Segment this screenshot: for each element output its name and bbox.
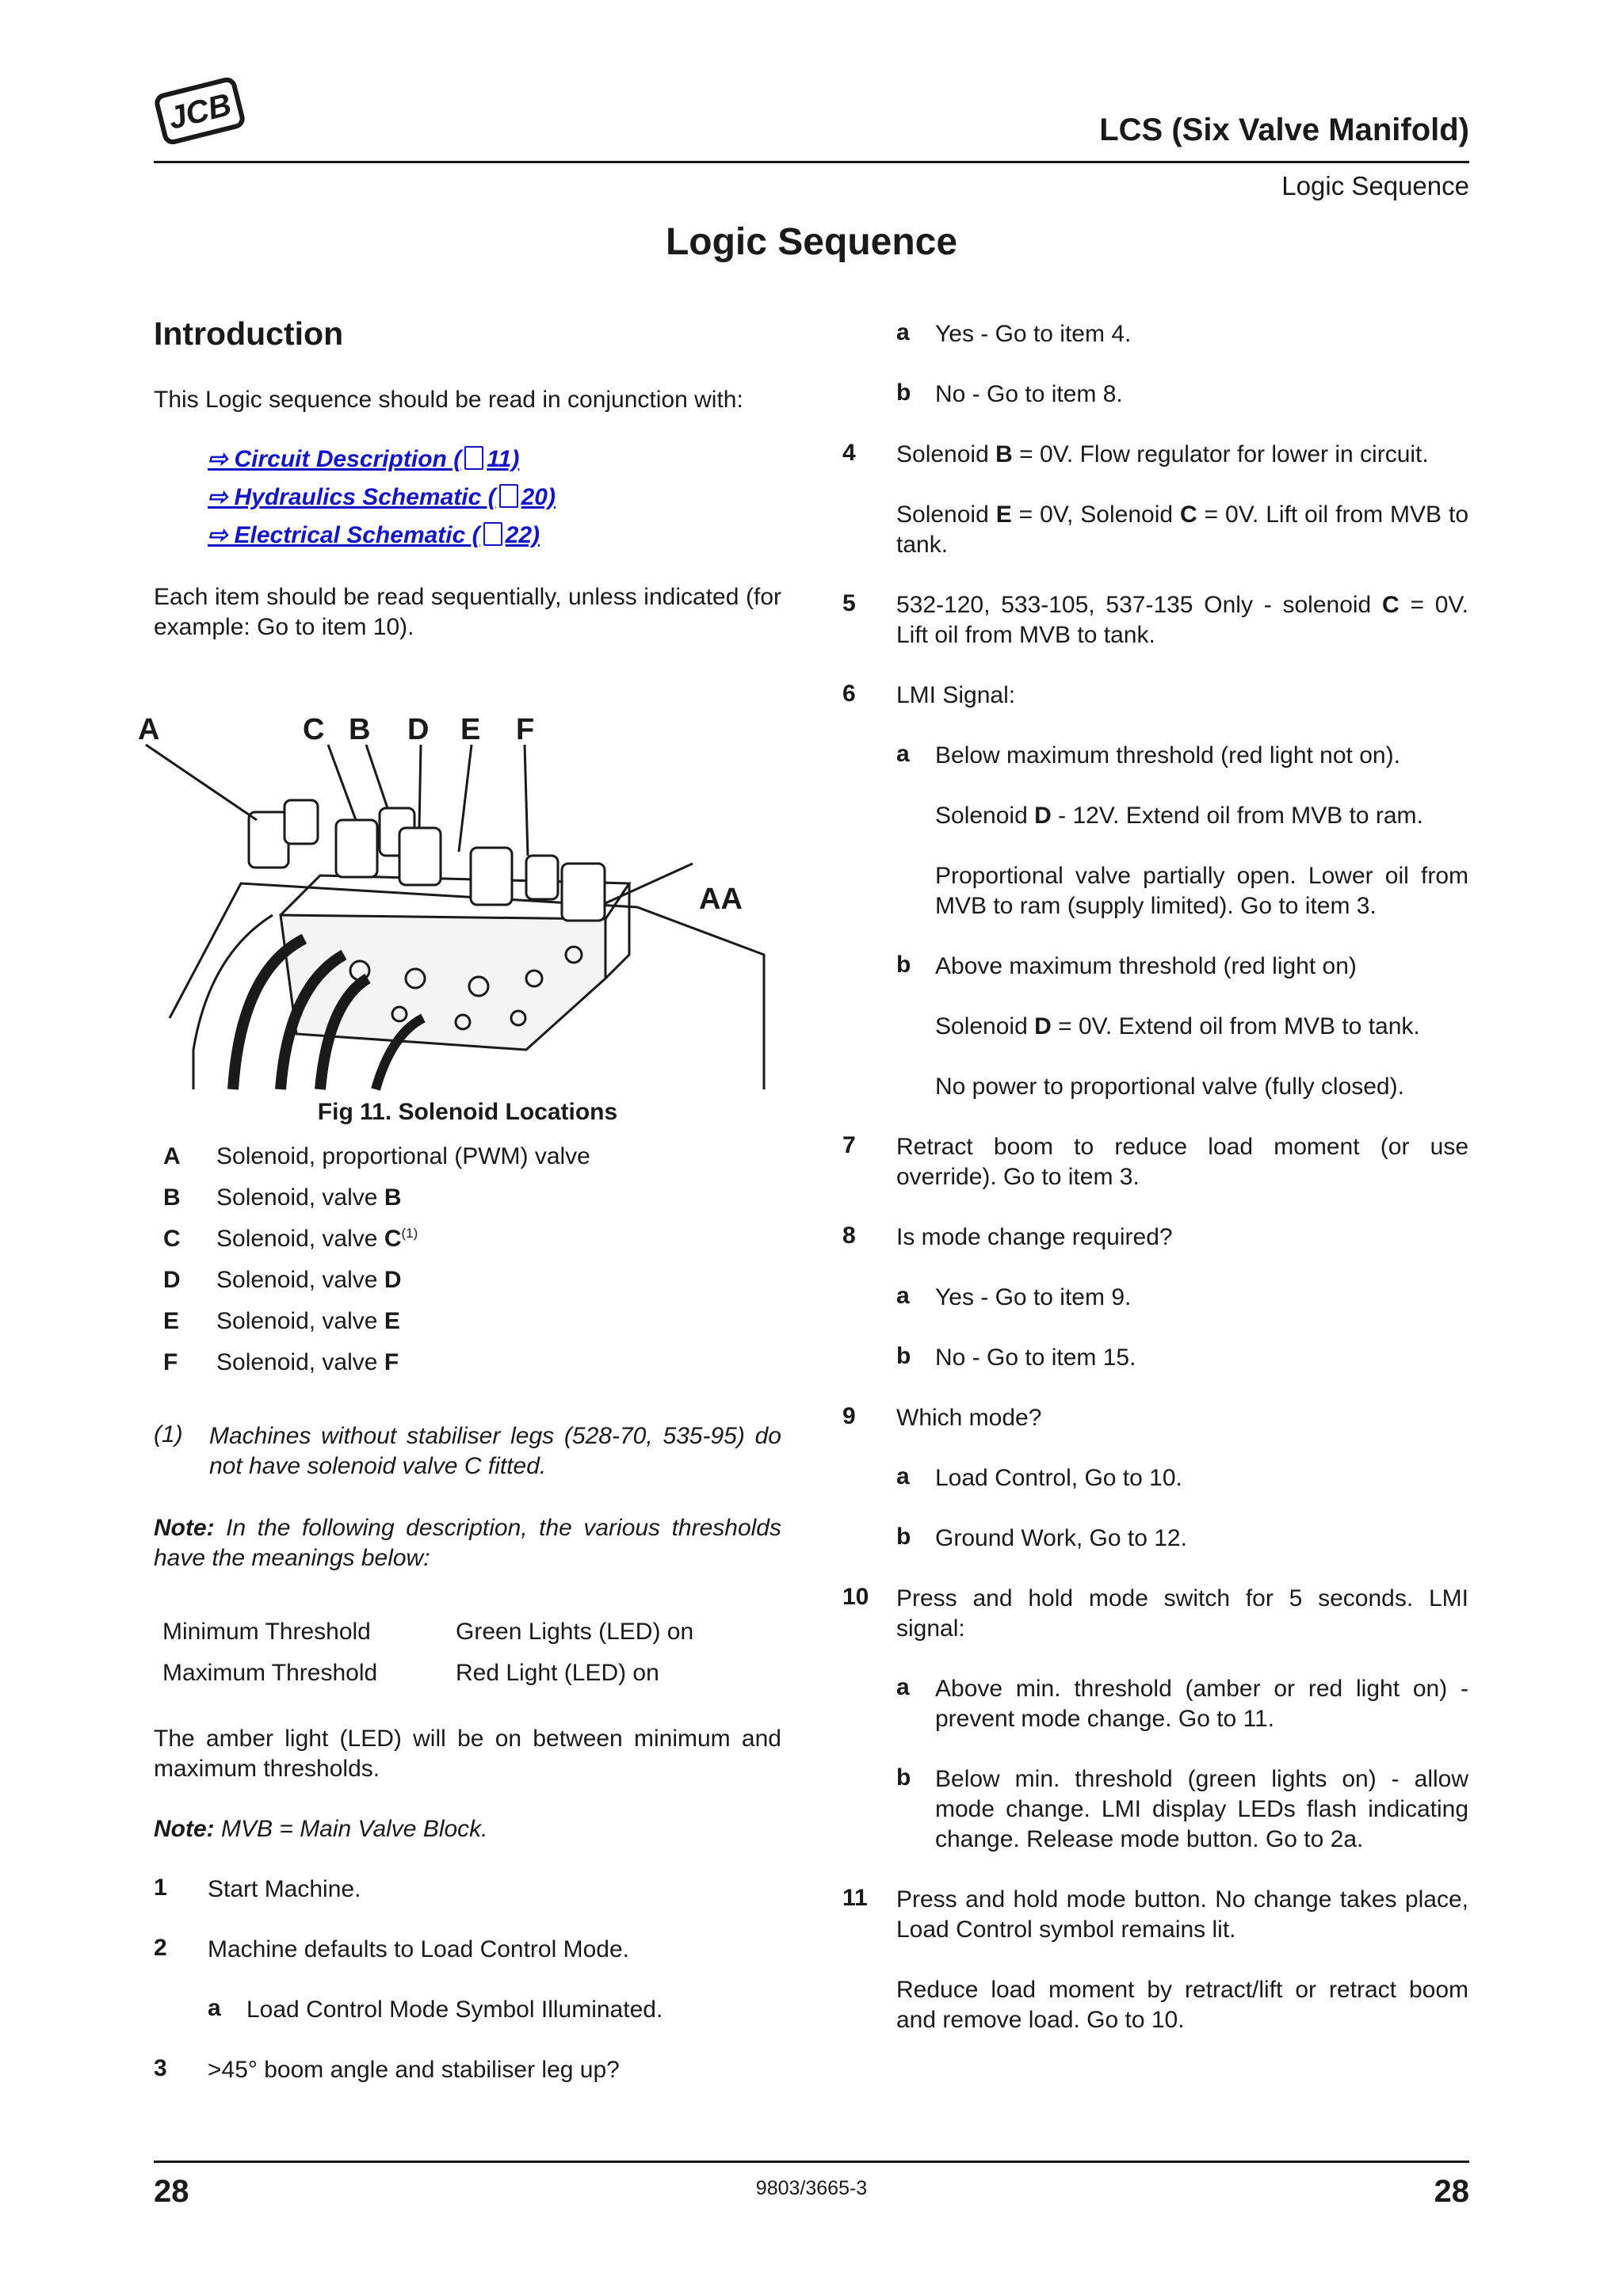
link-hydraulics-schematic[interactable]: ⇨ Hydraulics Schematic ( 20) — [208, 484, 556, 510]
item-text: Yes - Go to item 9. — [935, 1284, 1132, 1310]
item-number: 11 — [842, 1885, 868, 1911]
legend-key: F — [163, 1349, 178, 1375]
item-text: Is mode change required? — [896, 1224, 1173, 1250]
figure-caption: Fig 11. Solenoid Locations — [317, 1099, 618, 1125]
item-text: 532-120, 533-105, 537-135 Only - solenoid C = 0V. Lift oil from MVB to tank. — [896, 592, 1468, 648]
item-text: Yes - Go to item 4. — [935, 321, 1132, 347]
legend-value: Solenoid, valve E — [216, 1308, 400, 1334]
page-icon — [499, 484, 518, 508]
item-text: No - Go to item 8. — [935, 381, 1123, 407]
item-text: Which mode? — [896, 1405, 1042, 1431]
section-heading: Introduction — [154, 315, 344, 352]
item-number: 3 — [154, 2055, 167, 2081]
legend-value: Solenoid, valve $C^{(1)}$ — [216, 1226, 418, 1252]
item-letter: b — [896, 1343, 911, 1369]
item-letter: b — [896, 379, 911, 406]
item-text: Ground Work, Go to 12. — [935, 1525, 1187, 1551]
item-letter: a — [896, 1283, 910, 1309]
threshold-value: Green Lights (LED) on — [456, 1619, 694, 1645]
item-letter: a — [896, 1463, 910, 1489]
note-mvb: Note: MVB = Main Valve Block. — [154, 1816, 488, 1842]
legend-key: D — [163, 1267, 181, 1293]
label-d: D — [407, 713, 430, 746]
label-a: A — [138, 713, 160, 746]
item-text: Machine defaults to Load Control Mode. — [208, 1936, 629, 1962]
item-text: Press and hold mode switch for 5 seconds. LMI signal: — [896, 1585, 1468, 1642]
legend-key: C — [163, 1226, 181, 1252]
footnote-text: Machines without stabiliser legs (528-70, 535-95) do not have solenoid valve C fitted. — [209, 1423, 781, 1479]
item-letter: b — [896, 1764, 911, 1791]
item-text: Start Machine. — [208, 1876, 361, 1902]
item-text: Proportional valve partially open. Lower oil from MVB to ram (supply limited). Go to item 3. — [935, 863, 1468, 919]
item-letter: b — [896, 1524, 911, 1550]
item-text: Retract boom to reduce load moment (or use override). Go to item 3. — [896, 1134, 1468, 1190]
link-electrical-schematic[interactable]: ⇨ Electrical Schematic ( 22) — [208, 522, 540, 548]
item-letter: b — [896, 952, 911, 978]
item-text: No power to proportional valve (fully closed). — [935, 1074, 1404, 1100]
page-icon — [483, 522, 502, 546]
footnote-key: (1) — [154, 1421, 183, 1447]
item-text: Above min. threshold (amber or red light on) - prevent mode change. Go to 11. — [935, 1676, 1468, 1732]
header-subtitle: Logic Sequence — [1281, 171, 1469, 200]
legend-value: Solenoid, valve B — [216, 1184, 402, 1211]
page-number-left: 28 — [154, 2174, 189, 2209]
item-text: No - Go to item 15. — [935, 1344, 1136, 1371]
item-number: 8 — [842, 1222, 856, 1249]
item-number: 1 — [154, 1875, 167, 1901]
intro-lead: This Logic sequence should be read in conjunction with: — [154, 387, 743, 413]
amber-note: The amber light (LED) will be on between minimum and maximum thresholds. — [154, 1726, 781, 1782]
legend-value: Solenoid, valve F — [216, 1349, 399, 1375]
label-c: C — [303, 713, 325, 746]
item-number: 6 — [842, 681, 856, 707]
item-text: Solenoid D - 12V. Extend oil from MVB to ram. — [935, 803, 1423, 829]
item-text: Load Control Mode Symbol Illuminated. — [246, 1997, 663, 2023]
item-text: >45° boom angle and stabiliser leg up? — [208, 2057, 620, 2083]
legend-value: Solenoid, proportional (PWM) valve — [216, 1143, 590, 1169]
item-text: Solenoid B = 0V. Flow regulator for lower in circuit. — [896, 441, 1429, 467]
page-icon — [464, 446, 483, 470]
item-letter: a — [896, 1674, 910, 1700]
item-letter: a — [896, 319, 910, 345]
page-number-right: 28 — [1434, 2174, 1469, 2209]
label-f: F — [516, 713, 535, 746]
item-text: Reduce load moment by retract/lift or retract boom and remove load. Go to 10. — [896, 1977, 1468, 2033]
document-code: 9803/3665-3 — [755, 2177, 868, 2199]
logo-text: JCB — [165, 86, 235, 136]
item-number: 4 — [842, 440, 856, 466]
read-note: Each item should be read sequentially, unless indicated (for example: Go to item 10). — [154, 584, 781, 640]
threshold-name: Maximum Threshold — [162, 1660, 378, 1686]
legend-key: B — [163, 1184, 181, 1211]
threshold-name: Minimum Threshold — [162, 1619, 371, 1645]
item-number: 7 — [842, 1132, 856, 1158]
item-text: Below min. threshold (green lights on) - allow mode change. LMI display LEDs flash indicating change. Release mode button. Go to 2a. — [935, 1766, 1468, 1852]
page-title: Logic Sequence — [665, 221, 958, 263]
legend-key: E — [163, 1308, 180, 1334]
item-number: 2 — [154, 1935, 167, 1961]
header-title: LCS (Six Valve Manifold) — [1099, 113, 1469, 147]
item-text: LMI Signal: — [896, 682, 1016, 708]
link-circuit-description[interactable]: ⇨ Circuit Description ( 11) — [208, 446, 520, 472]
footer-rule — [154, 2161, 1469, 2163]
legend-key: A — [163, 1143, 181, 1169]
item-number: 9 — [842, 1403, 856, 1429]
item-text: Load Control, Go to 10. — [935, 1465, 1182, 1491]
item-number: 10 — [842, 1584, 869, 1610]
label-e: E — [460, 713, 481, 746]
item-text: Solenoid D = 0V. Extend oil from MVB to tank. — [935, 1013, 1420, 1039]
solenoid-figure — [138, 713, 780, 1089]
label-b: B — [349, 713, 371, 746]
item-text: Press and hold mode button. No change takes place, Load Control symbol remains lit. — [896, 1886, 1468, 1943]
item-text: Below maximum threshold (red light not on). — [935, 742, 1400, 769]
item-number: 5 — [842, 590, 856, 616]
legend-value: Solenoid, valve D — [216, 1267, 402, 1293]
item-text: Above maximum threshold (red light on) — [935, 953, 1357, 979]
item-letter: a — [208, 1995, 221, 2021]
note-thresholds: Note: In the following description, the various thresholds have the meanings below: — [154, 1515, 781, 1571]
threshold-value: Red Light (LED) on — [456, 1660, 659, 1686]
item-letter: a — [896, 741, 910, 767]
jcb-logo — [155, 73, 244, 149]
header-rule — [154, 161, 1469, 163]
item-text: Solenoid E = 0V, Solenoid C = 0V. Lift oil from MVB to tank. — [896, 502, 1468, 558]
label-aa: AA — [699, 883, 743, 916]
